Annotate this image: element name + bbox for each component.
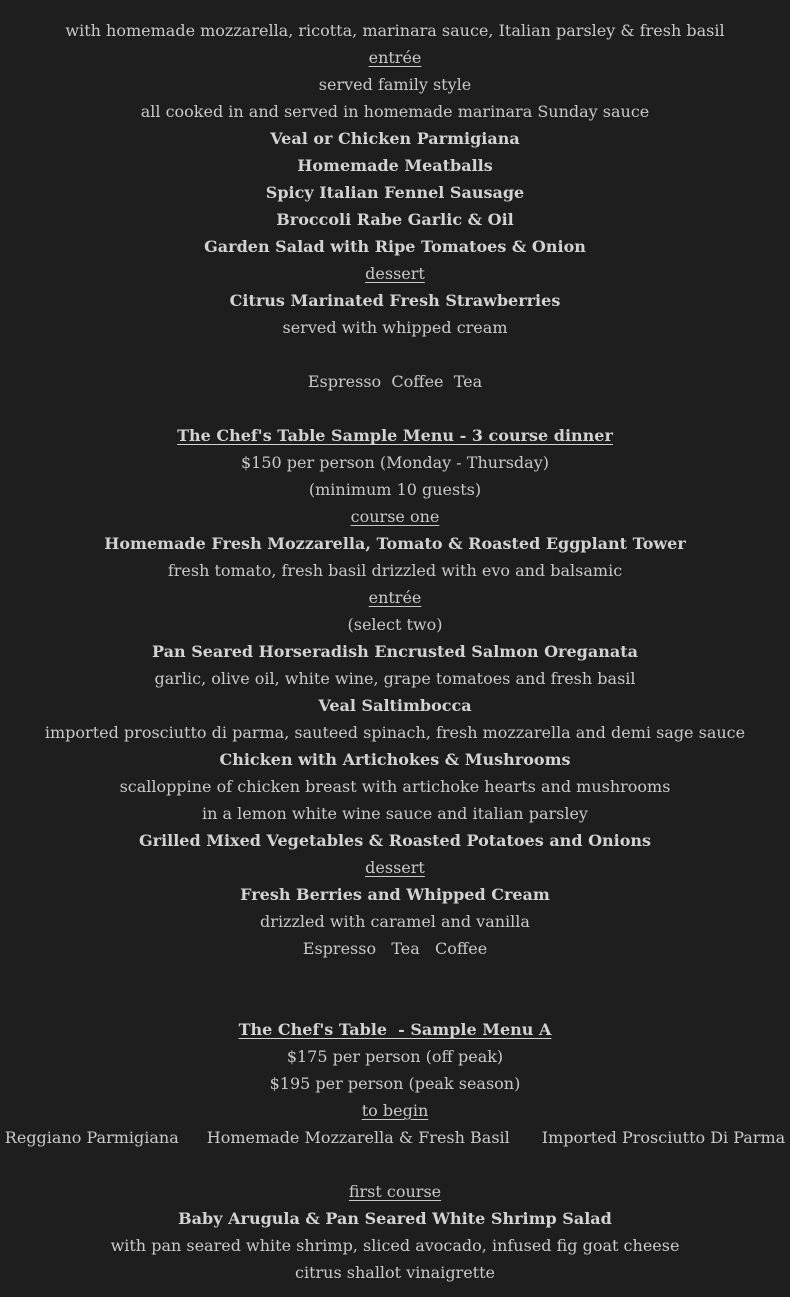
section-heading-first-course: first course [348,1182,442,1201]
menu-title: The Chef's Table - Sample Menu A [238,1020,552,1039]
menu-item: Garden Salad with Ripe Tomatoes & Onion [204,237,586,256]
menu-title: The Chef's Table Sample Menu - 3 course dinner [177,426,613,445]
item-description: in a lemon white wine sauce and italian parsley [202,804,588,823]
menu-item: Homemade Fresh Mozzarella, Tomato & Roasted Eggplant Tower [104,534,686,553]
to-begin-item: Imported Prosciutto Di Parma [541,1128,786,1147]
section-heading-entree: entrée [368,588,422,607]
item-description: scalloppine of chicken breast with artichoke hearts and mushrooms [119,777,671,796]
to-begin-items [0,1124,790,1151]
menu-item-partial-top [0,0,790,17]
menu-item: Broccoli Rabe Garlic & Oil [276,210,514,229]
price-line: $175 per person (off peak) [286,1047,504,1066]
serving-note: served family style [318,75,472,94]
section-heading-dessert: dessert [365,858,425,877]
menu-item: Citrus Marinated Fresh Strawberries [229,291,561,310]
price-line: $195 per person (peak season) [269,1074,521,1093]
item-description: drizzled with caramel and vanilla [260,912,530,931]
price-line: $150 per person (Monday - Thursday) [240,453,549,472]
serving-note: all cooked in and served in homemade marinara Sunday sauce [140,102,650,121]
to-begin-item: Reggiano Parmigiana [4,1128,179,1147]
menu-item: Grilled Mixed Vegetables & Roasted Potatoes and Onions [138,831,652,850]
spacer [0,962,790,989]
drinks-line: Espresso Tea Coffee [302,939,488,958]
spacer [0,1151,790,1178]
menu-item: Veal or Chicken Parmigiana [270,129,520,148]
spacer [0,341,790,368]
menu-item: Spicy Italian Fennel Sausage [265,183,525,202]
menu-item: Veal Saltimbocca [318,696,472,715]
item-description: citrus shallot vinaigrette [295,1263,495,1282]
menu-item: Baby Arugula & Pan Seared White Shrimp Salad [178,1209,612,1228]
item-description: served with whipped cream [282,318,508,337]
item-description: with pan seared white shrimp, sliced avocado, infused fig goat cheese [110,1236,680,1255]
section-heading-to-begin: to begin [361,1101,429,1120]
spacer [0,395,790,422]
drinks-line: Espresso Coffee Tea [307,372,483,391]
spacer [0,989,790,1016]
item-description: imported prosciutto di parma, sauteed spinach, fresh mozzarella and demi sage sauce [44,723,746,742]
section-heading-dessert: dessert [365,264,425,283]
minimum-note: (minimum 10 guests) [308,480,482,499]
section-heading-entree: entrée [368,48,422,67]
menu-item: Chicken with Artichokes & Mushrooms [219,750,571,769]
menu-item: Pan Seared Horseradish Encrusted Salmon Oreganata [152,642,638,661]
to-begin-item: Homemade Mozzarella & Fresh Basil [206,1128,510,1147]
item-description: garlic, olive oil, white wine, grape tomatoes and fresh basil [154,669,636,688]
section-heading-course-one: course one [350,507,440,526]
select-note: (select two) [347,615,443,634]
item-description: with homemade mozzarella, ricotta, marinara sauce, Italian parsley & fresh basil [65,21,725,40]
menu-item: Fresh Berries and Whipped Cream [240,885,550,904]
item-description: fresh tomato, fresh basil drizzled with evo and balsamic [167,561,623,580]
menu-item: Homemade Meatballs [297,156,493,175]
